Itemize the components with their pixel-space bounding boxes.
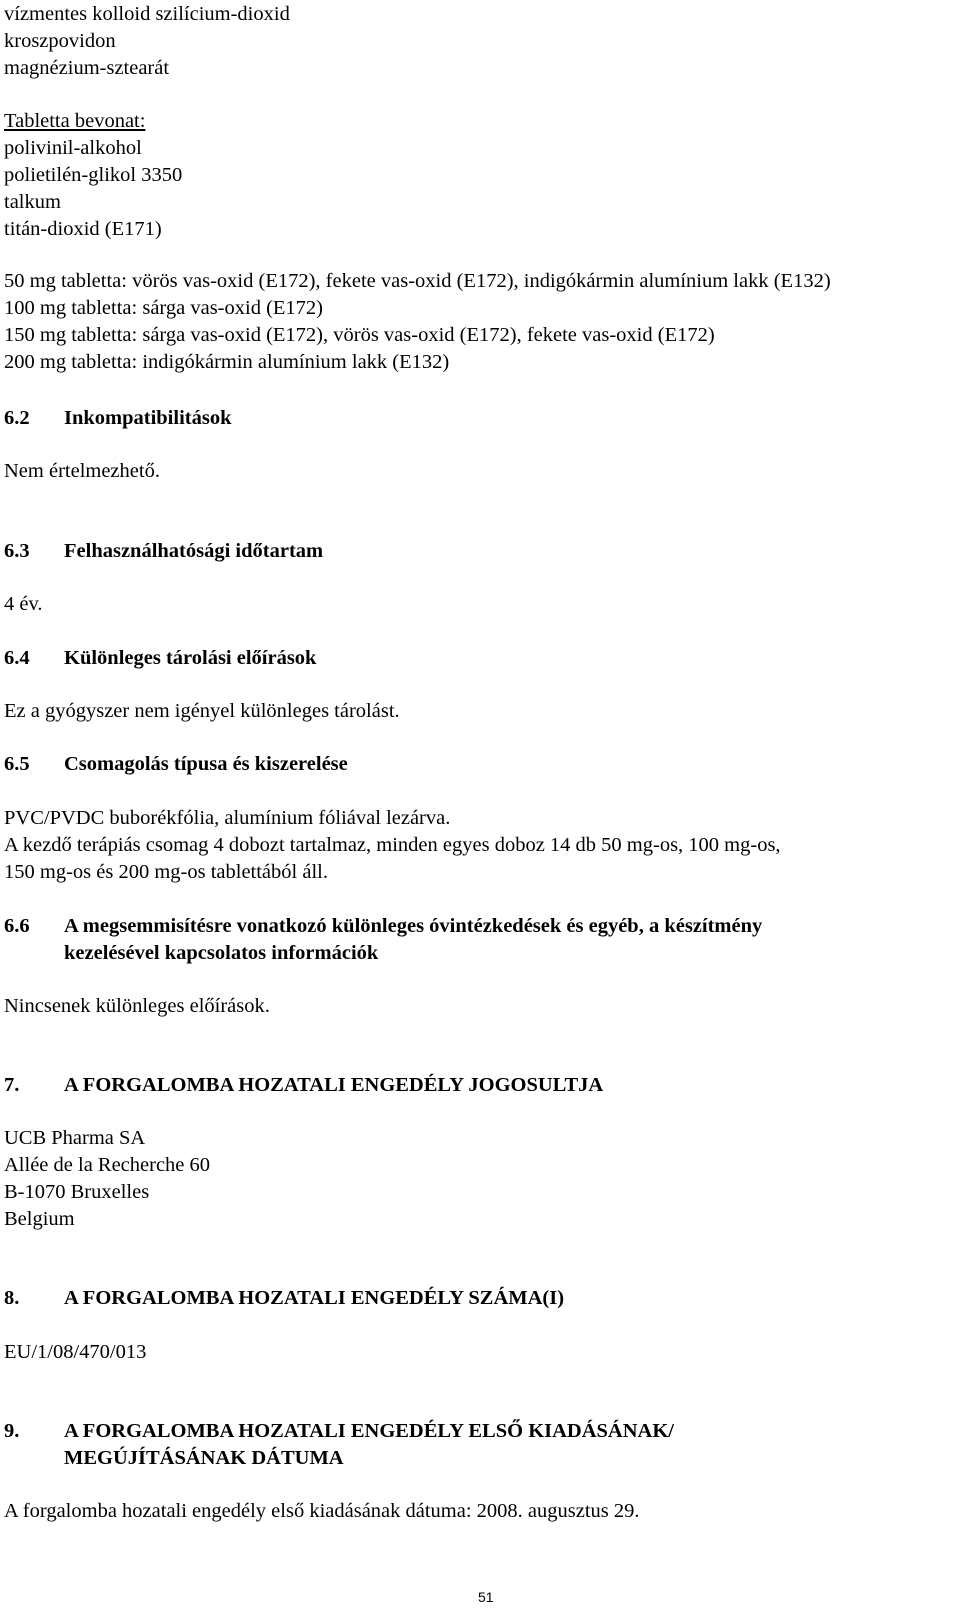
section-title: A FORGALOMBA HOZATALI ENGEDÉLY ELSŐ KIADÁSÁNAK/ <box>64 1420 674 1442</box>
coating-item: polivinil-alkohol <box>4 137 142 159</box>
section-8-body: EU/1/08/470/013 <box>4 1341 147 1363</box>
section-title: Felhasználhatósági időtartam <box>64 540 324 562</box>
excipient-line: kroszpovidon <box>4 30 116 52</box>
section-8-heading <box>4 1288 564 1309</box>
section-6-5-heading <box>4 754 348 775</box>
section-title: Csomagolás típusa és kiszerelése <box>64 753 348 775</box>
section-number: 6.4 <box>4 647 30 669</box>
address-line: Allée de la Recherche 60 <box>4 1154 211 1176</box>
coating-item: polietilén-glikol 3350 <box>4 164 183 186</box>
section-9-heading <box>4 1420 674 1469</box>
section-number: 8. <box>4 1287 20 1309</box>
address-line: B-1070 Bruxelles <box>4 1181 150 1203</box>
section-6-2-heading <box>4 408 231 429</box>
colorant-line: 150 mg tabletta: sárga vas-oxid (E172), vörös vas-oxid (E172), fekete vas-oxid (E172) <box>4 324 715 346</box>
section-6-4-heading <box>4 648 316 669</box>
excipient-line: vízmentes kolloid szilícium-dioxid <box>4 3 290 25</box>
section-number: 6.5 <box>4 753 30 775</box>
section-6-6-heading <box>4 915 763 964</box>
section-6-5-body-line: PVC/PVDC buborékfólia, alumínium fóliával lezárva. <box>4 807 451 829</box>
section-title: A megsemmisítésre vonatkozó különleges óvintézkedések és egyéb, a készítmény <box>64 915 763 937</box>
address-line: UCB Pharma SA <box>4 1127 146 1149</box>
section-title-continued: MEGÚJÍTÁSÁNAK DÁTUMA <box>64 1447 344 1469</box>
section-6-2-body: Nem értelmezhető. <box>4 460 160 482</box>
page-number: 51 <box>478 1589 494 1605</box>
section-number: 6.3 <box>4 540 30 562</box>
section-6-5-body-line: A kezdő terápiás csomag 4 dobozt tartalmaz, minden egyes doboz 14 db 50 mg-os, 100 mg-os, <box>4 834 781 856</box>
section-6-6-body: Nincsenek különleges előírások. <box>4 995 270 1017</box>
excipient-line: magnézium-sztearát <box>4 57 170 79</box>
coating-item: talkum <box>4 191 61 213</box>
section-6-3-body: 4 év. <box>4 593 43 615</box>
address-line: Belgium <box>4 1208 75 1230</box>
section-number: 9. <box>4 1420 20 1442</box>
section-7-heading <box>4 1075 603 1096</box>
section-title: Különleges tárolási előírások <box>64 647 317 669</box>
colorant-line: 200 mg tabletta: indigókármin alumínium lakk (E132) <box>4 351 450 373</box>
section-6-3-heading <box>4 541 323 562</box>
section-number: 6.6 <box>4 915 30 937</box>
colorant-line: 50 mg tabletta: vörös vas-oxid (E172), fekete vas-oxid (E172), indigókármin alumínium lakk (E132) <box>4 270 831 292</box>
coating-item: titán-dioxid (E171) <box>4 218 162 240</box>
coating-heading: Tabletta bevonat: <box>4 110 146 132</box>
section-9-body: A forgalomba hozatali engedély első kiadásának dátuma: 2008. augusztus 29. <box>4 1500 640 1522</box>
section-6-5-body-line: 150 mg-os és 200 mg-os tablettából áll. <box>4 861 328 883</box>
section-number: 7. <box>4 1074 20 1096</box>
section-title: A FORGALOMBA HOZATALI ENGEDÉLY SZÁMA(I) <box>64 1287 565 1309</box>
section-title: A FORGALOMBA HOZATALI ENGEDÉLY JOGOSULTJA <box>64 1074 604 1096</box>
section-6-4-body: Ez a gyógyszer nem igényel különleges tárolást. <box>4 700 400 722</box>
colorant-line: 100 mg tabletta: sárga vas-oxid (E172) <box>4 297 324 319</box>
section-title: Inkompatibilitások <box>64 407 232 429</box>
section-title-continued: kezelésével kapcsolatos információk <box>64 942 379 964</box>
section-number: 6.2 <box>4 407 30 429</box>
